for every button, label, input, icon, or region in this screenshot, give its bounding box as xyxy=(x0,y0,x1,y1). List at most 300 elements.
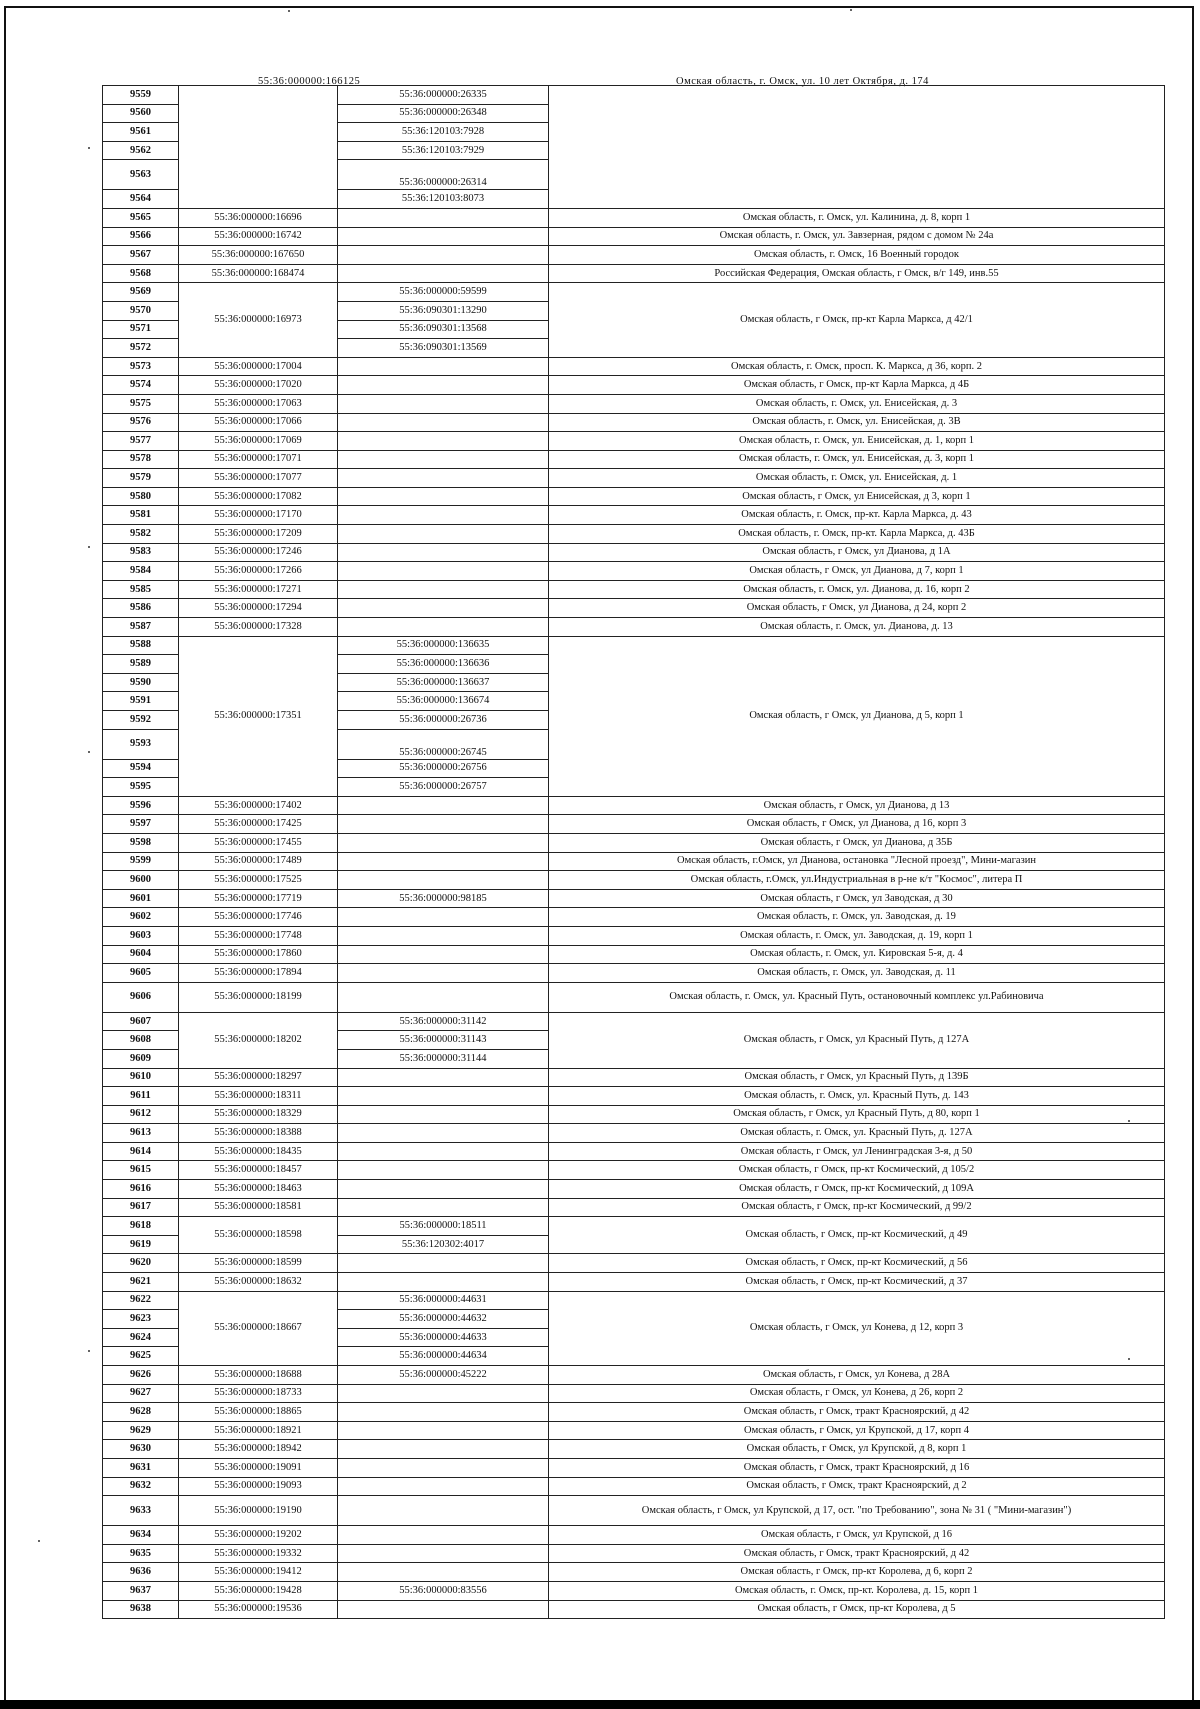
row-number-cell: 9573 xyxy=(103,357,179,376)
address-cell: Омская область, г Омск, ул Крупской, д 17, корп 4 xyxy=(549,1421,1165,1440)
row-number-cell: 9629 xyxy=(103,1421,179,1440)
cut-off-address-text: Омская область, г. Омск, ул. 10 лет Октября, д. 174 xyxy=(676,76,929,87)
row-number-cell: 9577 xyxy=(103,432,179,451)
linked-object-cell: 55:36:000000:31143 xyxy=(338,1031,549,1050)
linked-object-cell xyxy=(338,871,549,890)
table-row xyxy=(103,1477,1165,1496)
cadastral-number-cell: 55:36:000000:17170 xyxy=(179,506,338,525)
cadastral-number-cell: 55:36:000000:17020 xyxy=(179,376,338,395)
table-row xyxy=(103,1421,1165,1440)
linked-object-cell: 55:36:000000:31144 xyxy=(338,1049,549,1068)
table-row xyxy=(103,1198,1165,1217)
linked-object-cell xyxy=(338,982,549,1012)
address-cell: Омская область, г Омск, ул Заводская, д 30 xyxy=(549,889,1165,908)
cadastral-number-cell: 55:36:000000:17294 xyxy=(179,599,338,618)
row-number-cell: 9617 xyxy=(103,1198,179,1217)
row-number-cell: 9568 xyxy=(103,264,179,283)
cadastral-number-cell: 55:36:000000:18667 xyxy=(179,1291,338,1365)
address-cell: Омская область, г Омск, пр-кт Космический, д 99/2 xyxy=(549,1198,1165,1217)
row-number-cell: 9594 xyxy=(103,759,179,778)
address-cell: Омская область, г. Омск, ул. Завзерная, рядом с домом № 24а xyxy=(549,227,1165,246)
row-number-cell: 9600 xyxy=(103,871,179,890)
table-row xyxy=(103,283,1165,302)
linked-object-cell xyxy=(338,1421,549,1440)
linked-object-cell xyxy=(338,469,549,488)
row-number-cell: 9575 xyxy=(103,394,179,413)
linked-object-cell: 55:36:000000:136636 xyxy=(338,655,549,674)
linked-object-cell: 55:36:000000:45222 xyxy=(338,1366,549,1385)
linked-object-cell xyxy=(338,506,549,525)
row-number-cell: 9567 xyxy=(103,246,179,265)
cadastral-number-cell: 55:36:000000:18599 xyxy=(179,1254,338,1273)
cadastral-number-cell: 55:36:000000:18688 xyxy=(179,1366,338,1385)
linked-object-cell xyxy=(338,1403,549,1422)
table-row xyxy=(103,246,1165,265)
table-row xyxy=(103,1012,1165,1031)
table-row xyxy=(103,1563,1165,1582)
row-number-cell: 9609 xyxy=(103,1049,179,1068)
address-cell: Российская Федерация, Омская область, г Омск, в/г 149, инв.55 xyxy=(549,264,1165,283)
cadastral-number-cell: 55:36:000000:18199 xyxy=(179,982,338,1012)
linked-object-cell xyxy=(338,1496,549,1526)
row-number-cell: 9623 xyxy=(103,1310,179,1329)
table-row xyxy=(103,815,1165,834)
address-cell: Омская область, г Омск, пр-кт Космический, д 105/2 xyxy=(549,1161,1165,1180)
table-row xyxy=(103,1458,1165,1477)
table-row xyxy=(103,86,1165,105)
table-row xyxy=(103,982,1165,1012)
address-cell: Омская область, г Омск, ул Крупской, д 16 xyxy=(549,1526,1165,1545)
linked-object-cell xyxy=(338,264,549,283)
table-row xyxy=(103,1366,1165,1385)
cadastral-number-cell: 55:36:000000:19190 xyxy=(179,1496,338,1526)
cadastral-number-cell: 55:36:000000:17455 xyxy=(179,833,338,852)
linked-object-cell: 55:36:000000:59599 xyxy=(338,283,549,302)
table-row xyxy=(103,1254,1165,1273)
row-number-cell: 9570 xyxy=(103,301,179,320)
registry-table-body xyxy=(103,86,1165,1619)
linked-object-cell xyxy=(338,1254,549,1273)
cadastral-number-cell: 55:36:000000:17069 xyxy=(179,432,338,451)
row-number-cell: 9583 xyxy=(103,543,179,562)
linked-object-cell xyxy=(338,796,549,815)
address-cell xyxy=(549,86,1165,209)
address-cell: Омская область, г.Омск, ул.Индустриальная в р-не к/т "Космос", литера П xyxy=(549,871,1165,890)
cadastral-number-cell: 55:36:000000:17004 xyxy=(179,357,338,376)
cadastral-number-cell: 55:36:000000:16696 xyxy=(179,208,338,227)
cadastral-number-cell: 55:36:000000:16973 xyxy=(179,283,338,357)
table-row xyxy=(103,506,1165,525)
scan-speck xyxy=(1128,1358,1130,1360)
address-cell: Омская область, г Омск, ул Дианова, д 1А xyxy=(549,543,1165,562)
cadastral-number-cell: 55:36:000000:18435 xyxy=(179,1142,338,1161)
address-cell: Омская область, г Омск, пр-кт Карла Маркса, д 4Б xyxy=(549,376,1165,395)
address-cell: Омская область, г.Омск, ул Дианова, остановка "Лесной проезд", Мини-магазин xyxy=(549,852,1165,871)
row-number-cell: 9636 xyxy=(103,1563,179,1582)
row-number-cell: 9604 xyxy=(103,945,179,964)
row-number-cell: 9581 xyxy=(103,506,179,525)
row-number-cell: 9593 xyxy=(103,729,179,759)
row-number-cell: 9597 xyxy=(103,815,179,834)
address-cell: Омская область, г. Омск, ул. Енисейская, д. 3, корп 1 xyxy=(549,450,1165,469)
cadastral-number-cell: 55:36:000000:18632 xyxy=(179,1273,338,1292)
table-row xyxy=(103,852,1165,871)
linked-object-cell xyxy=(338,908,549,927)
address-cell: Омская область, г. Омск, ул. Енисейская, д. 3В xyxy=(549,413,1165,432)
address-cell: Омская область, г Омск, тракт Красноярский, д 16 xyxy=(549,1458,1165,1477)
row-number-cell: 9590 xyxy=(103,673,179,692)
table-row xyxy=(103,413,1165,432)
address-cell: Омская область, г. Омск, ул. Заводская, д. 19, корп 1 xyxy=(549,926,1165,945)
cadastral-number-cell: 55:36:000000:19091 xyxy=(179,1458,338,1477)
linked-object-cell: 55:36:000000:26756 xyxy=(338,759,549,778)
table-row xyxy=(103,1273,1165,1292)
cadastral-number-cell: 55:36:000000:18463 xyxy=(179,1180,338,1199)
table-row xyxy=(103,908,1165,927)
row-number-cell: 9602 xyxy=(103,908,179,927)
linked-object-cell xyxy=(338,1161,549,1180)
linked-object-cell: 55:36:120103:7928 xyxy=(338,123,549,142)
row-number-cell: 9562 xyxy=(103,141,179,160)
cadastral-number-cell: 55:36:000000:18388 xyxy=(179,1124,338,1143)
row-number-cell: 9634 xyxy=(103,1526,179,1545)
cadastral-number-cell: 55:36:000000:18297 xyxy=(179,1068,338,1087)
address-cell: Омская область, г. Омск, пр-кт. Карла Маркса, д. 43 xyxy=(549,506,1165,525)
linked-object-cell xyxy=(338,1105,549,1124)
linked-object-cell xyxy=(338,1384,549,1403)
row-number-cell: 9596 xyxy=(103,796,179,815)
row-number-cell: 9619 xyxy=(103,1235,179,1254)
row-number-cell: 9564 xyxy=(103,190,179,209)
row-number-cell: 9579 xyxy=(103,469,179,488)
address-cell: Омская область, г. Омск, ул. Заводская, д. 19 xyxy=(549,908,1165,927)
linked-object-cell xyxy=(338,487,549,506)
cadastral-number-cell: 55:36:000000:18329 xyxy=(179,1105,338,1124)
row-number-cell: 9611 xyxy=(103,1087,179,1106)
row-number-cell: 9591 xyxy=(103,692,179,711)
linked-object-cell xyxy=(338,562,549,581)
address-cell: Омская область, г. Омск, 16 Военный городок xyxy=(549,246,1165,265)
row-number-cell: 9625 xyxy=(103,1347,179,1366)
address-cell: Омская область, г Омск, пр-кт Космический, д 49 xyxy=(549,1217,1165,1254)
address-cell: Омская область, г Омск, ул Крупской, д 8, корп 1 xyxy=(549,1440,1165,1459)
scan-speck xyxy=(850,9,852,11)
linked-object-cell xyxy=(338,815,549,834)
address-cell: Омская область, г Омск, тракт Красноярский, д 42 xyxy=(549,1544,1165,1563)
cadastral-number-cell: 55:36:000000:18311 xyxy=(179,1087,338,1106)
cadastral-number-cell: 55:36:000000:19093 xyxy=(179,1477,338,1496)
cadastral-number-cell: 55:36:000000:17209 xyxy=(179,525,338,544)
linked-object-cell xyxy=(338,543,549,562)
row-number-cell: 9624 xyxy=(103,1328,179,1347)
row-number-cell: 9569 xyxy=(103,283,179,302)
cadastral-number-cell: 55:36:000000:17328 xyxy=(179,618,338,637)
address-cell: Омская область, г. Омск, пр-кт. Королева, д. 15, корп 1 xyxy=(549,1581,1165,1600)
linked-object-cell xyxy=(338,1273,549,1292)
table-row xyxy=(103,1526,1165,1545)
row-number-cell: 9610 xyxy=(103,1068,179,1087)
row-number-cell: 9560 xyxy=(103,104,179,123)
address-cell: Омская область, г Омск, ул Дианова, д 5, корп 1 xyxy=(549,636,1165,796)
cadastral-number-cell: 55:36:000000:17748 xyxy=(179,926,338,945)
address-cell: Омская область, г. Омск, ул. Енисейская, д. 1, корп 1 xyxy=(549,432,1165,451)
table-row xyxy=(103,796,1165,815)
cadastral-number-cell: 55:36:000000:18202 xyxy=(179,1012,338,1068)
cadastral-number-cell: 55:36:000000:17082 xyxy=(179,487,338,506)
table-row xyxy=(103,1384,1165,1403)
cadastral-number-cell: 55:36:000000:19428 xyxy=(179,1581,338,1600)
scan-speck xyxy=(288,10,290,12)
row-number-cell: 9580 xyxy=(103,487,179,506)
scan-speck xyxy=(88,1350,90,1352)
address-cell: Омская область, г Омск, пр-кт Космический, д 37 xyxy=(549,1273,1165,1292)
linked-object-cell: 55:36:000000:44634 xyxy=(338,1347,549,1366)
row-number-cell: 9627 xyxy=(103,1384,179,1403)
table-row xyxy=(103,1180,1165,1199)
cadastral-number-cell: 55:36:000000:17266 xyxy=(179,562,338,581)
address-cell: Омская область, г Омск, ул Дианова, д 13 xyxy=(549,796,1165,815)
linked-object-cell: 55:36:090301:13568 xyxy=(338,320,549,339)
table-row xyxy=(103,1600,1165,1619)
row-number-cell: 9561 xyxy=(103,123,179,142)
linked-object-cell xyxy=(338,1563,549,1582)
row-number-cell: 9622 xyxy=(103,1291,179,1310)
row-number-cell: 9618 xyxy=(103,1217,179,1236)
linked-object-cell: 55:36:000000:44633 xyxy=(338,1328,549,1347)
address-cell: Омская область, г. Омск, пр-кт. Карла Маркса, д. 43Б xyxy=(549,525,1165,544)
table-row xyxy=(103,525,1165,544)
table-row xyxy=(103,964,1165,983)
address-cell: Омская область, г Омск, ул Конева, д 26, корп 2 xyxy=(549,1384,1165,1403)
cadastral-number-cell: 55:36:000000:18942 xyxy=(179,1440,338,1459)
table-row xyxy=(103,208,1165,227)
table-row xyxy=(103,945,1165,964)
linked-object-cell: 55:36:120103:7929 xyxy=(338,141,549,160)
row-number-cell: 9566 xyxy=(103,227,179,246)
row-number-cell: 9633 xyxy=(103,1496,179,1526)
row-number-cell: 9589 xyxy=(103,655,179,674)
cadastral-number-cell xyxy=(179,86,338,209)
scan-speck xyxy=(1128,1120,1130,1122)
row-number-cell: 9638 xyxy=(103,1600,179,1619)
linked-object-cell: 55:36:000000:26335 xyxy=(338,86,549,105)
linked-object-cell: 55:36:000000:136637 xyxy=(338,673,549,692)
row-number-cell: 9620 xyxy=(103,1254,179,1273)
table-row xyxy=(103,264,1165,283)
address-cell: Омская область, г Омск, ул Дианова, д 24, корп 2 xyxy=(549,599,1165,618)
table-row xyxy=(103,487,1165,506)
table-row xyxy=(103,543,1165,562)
linked-object-cell xyxy=(338,580,549,599)
table-row xyxy=(103,1440,1165,1459)
address-cell: Омская область, г Омск, пр-кт Королева, д 6, корп 2 xyxy=(549,1563,1165,1582)
table-row xyxy=(103,1581,1165,1600)
cadastral-number-cell: 55:36:000000:17489 xyxy=(179,852,338,871)
linked-object-cell xyxy=(338,246,549,265)
cadastral-number-cell: 55:36:000000:168474 xyxy=(179,264,338,283)
cadastral-number-cell: 55:36:000000:17525 xyxy=(179,871,338,890)
table-row xyxy=(103,1087,1165,1106)
row-number-cell: 9608 xyxy=(103,1031,179,1050)
cadastral-number-cell: 55:36:000000:16742 xyxy=(179,227,338,246)
cadastral-number-cell: 55:36:000000:17860 xyxy=(179,945,338,964)
row-number-cell: 9571 xyxy=(103,320,179,339)
linked-object-cell xyxy=(338,525,549,544)
linked-object-cell xyxy=(338,1458,549,1477)
row-number-cell: 9612 xyxy=(103,1105,179,1124)
linked-object-cell xyxy=(338,1198,549,1217)
address-cell: Омская область, г Омск, тракт Красноярский, д 42 xyxy=(549,1403,1165,1422)
linked-object-cell xyxy=(338,1526,549,1545)
address-cell: Омская область, г Омск, пр-кт Космический, д 109А xyxy=(549,1180,1165,1199)
linked-object-cell xyxy=(338,1124,549,1143)
cadastral-number-cell: 55:36:000000:18581 xyxy=(179,1198,338,1217)
cadastral-number-cell: 55:36:000000:18921 xyxy=(179,1421,338,1440)
linked-object-cell: 55:36:090301:13290 xyxy=(338,301,549,320)
row-number-cell: 9631 xyxy=(103,1458,179,1477)
cadastral-number-cell: 55:36:000000:17402 xyxy=(179,796,338,815)
row-number-cell: 9584 xyxy=(103,562,179,581)
table-row xyxy=(103,636,1165,655)
scan-bottom-edge xyxy=(0,1700,1200,1709)
table-row xyxy=(103,227,1165,246)
address-cell: Омская область, г Омск, пр-кт Космический, д 56 xyxy=(549,1254,1165,1273)
table-row xyxy=(103,889,1165,908)
cadastral-number-cell: 55:36:000000:17071 xyxy=(179,450,338,469)
table-row xyxy=(103,833,1165,852)
cadastral-number-cell: 55:36:000000:17066 xyxy=(179,413,338,432)
table-row xyxy=(103,1291,1165,1310)
row-number-cell: 9603 xyxy=(103,926,179,945)
row-number-cell: 9616 xyxy=(103,1180,179,1199)
table-row xyxy=(103,1496,1165,1526)
scan-speck xyxy=(88,546,90,548)
address-cell: Омская область, г Омск, пр-кт Королева, д 5 xyxy=(549,1600,1165,1619)
row-number-cell: 9592 xyxy=(103,711,179,730)
address-cell: Омская область, г Омск, ул Дианова, д 35Б xyxy=(549,833,1165,852)
row-number-cell: 9587 xyxy=(103,618,179,637)
linked-object-cell xyxy=(338,357,549,376)
address-cell: Омская область, г Омск, ул Красный Путь, д 127А xyxy=(549,1012,1165,1068)
row-number-cell: 9572 xyxy=(103,339,179,358)
row-number-cell: 9637 xyxy=(103,1581,179,1600)
address-cell: Омская область, г. Омск, ул. Красный Путь, остановочный комплекс ул.Рабиновича xyxy=(549,982,1165,1012)
address-cell: Омская область, г Омск, ул Крупской, д 17, ост. "по Требованию", зона № 31 ( "Мини-магазин") xyxy=(549,1496,1165,1526)
linked-object-cell xyxy=(338,1087,549,1106)
address-cell: Омская область, г. Омск, ул. Дианова, д. 16, корп 2 xyxy=(549,580,1165,599)
cadastral-number-cell: 55:36:000000:17351 xyxy=(179,636,338,796)
row-number-cell: 9588 xyxy=(103,636,179,655)
cadastral-number-cell: 55:36:000000:19412 xyxy=(179,1563,338,1582)
row-number-cell: 9586 xyxy=(103,599,179,618)
cadastral-number-cell: 55:36:000000:17746 xyxy=(179,908,338,927)
linked-object-cell: 55:36:000000:136635 xyxy=(338,636,549,655)
address-cell: Омская область, г Омск, ул Красный Путь, д 139Б xyxy=(549,1068,1165,1087)
linked-object-cell: 55:36:000000:26348 xyxy=(338,104,549,123)
linked-object-cell: 55:36:000000:83556 xyxy=(338,1581,549,1600)
address-cell: Омская область, г Омск, ул Дианова, д 16, корп 3 xyxy=(549,815,1165,834)
table-row xyxy=(103,871,1165,890)
address-cell: Омская область, г Омск, пр-кт Карла Маркса, д 42/1 xyxy=(549,283,1165,357)
table-row xyxy=(103,1068,1165,1087)
scan-speck xyxy=(38,1540,40,1542)
table-row xyxy=(103,580,1165,599)
linked-object-cell xyxy=(338,432,549,451)
row-number-cell: 9632 xyxy=(103,1477,179,1496)
cadastral-number-cell: 55:36:000000:167650 xyxy=(179,246,338,265)
linked-object-cell xyxy=(338,1142,549,1161)
table-row xyxy=(103,1124,1165,1143)
linked-object-cell xyxy=(338,926,549,945)
address-cell: Омская область, г. Омск, ул. Енисейская, д. 1 xyxy=(549,469,1165,488)
address-cell: Омская область, г Омск, ул Дианова, д 7, корп 1 xyxy=(549,562,1165,581)
row-number-cell: 9615 xyxy=(103,1161,179,1180)
table-row xyxy=(103,618,1165,637)
linked-object-cell: 55:36:000000:31142 xyxy=(338,1012,549,1031)
address-cell: Омская область, г Омск, ул Конева, д 12, корп 3 xyxy=(549,1291,1165,1365)
linked-object-cell: 55:36:000000:26745 xyxy=(338,729,549,759)
table-row xyxy=(103,1161,1165,1180)
table-row xyxy=(103,450,1165,469)
address-cell: Омская область, г. Омск, ул. Дианова, д. 13 xyxy=(549,618,1165,637)
linked-object-cell xyxy=(338,964,549,983)
linked-object-cell xyxy=(338,1180,549,1199)
row-number-cell: 9626 xyxy=(103,1366,179,1385)
linked-object-cell xyxy=(338,1544,549,1563)
cadastral-number-cell: 55:36:000000:18865 xyxy=(179,1403,338,1422)
cadastral-number-cell: 55:36:000000:17719 xyxy=(179,889,338,908)
cadastral-number-cell: 55:36:000000:17246 xyxy=(179,543,338,562)
table-row xyxy=(103,1142,1165,1161)
property-registry-table xyxy=(102,85,1165,1619)
address-cell: Омская область, г. Омск, ул. Красный Путь, д. 143 xyxy=(549,1087,1165,1106)
row-number-cell: 9598 xyxy=(103,833,179,852)
table-row xyxy=(103,926,1165,945)
linked-object-cell: 55:36:000000:136674 xyxy=(338,692,549,711)
linked-object-cell xyxy=(338,1068,549,1087)
linked-object-cell: 55:36:000000:18511 xyxy=(338,1217,549,1236)
address-cell: Омская область, г. Омск, просп. К. Маркса, д 36, корп. 2 xyxy=(549,357,1165,376)
row-number-cell: 9578 xyxy=(103,450,179,469)
table-row xyxy=(103,432,1165,451)
table-row xyxy=(103,357,1165,376)
cadastral-number-cell: 55:36:000000:18598 xyxy=(179,1217,338,1254)
row-number-cell: 9614 xyxy=(103,1142,179,1161)
linked-object-cell: 55:36:000000:98185 xyxy=(338,889,549,908)
linked-object-cell: 55:36:120302:4017 xyxy=(338,1235,549,1254)
linked-object-cell: 55:36:120103:8073 xyxy=(338,190,549,209)
linked-object-cell xyxy=(338,599,549,618)
address-cell: Омская область, г Омск, ул Енисейская, д 3, корп 1 xyxy=(549,487,1165,506)
linked-object-cell: 55:36:000000:26736 xyxy=(338,711,549,730)
cadastral-number-cell: 55:36:000000:19536 xyxy=(179,1600,338,1619)
row-number-cell: 9607 xyxy=(103,1012,179,1031)
row-number-cell: 9628 xyxy=(103,1403,179,1422)
address-cell: Омская область, г Омск, ул Конева, д 28А xyxy=(549,1366,1165,1385)
linked-object-cell xyxy=(338,413,549,432)
linked-object-cell: 55:36:000000:26314 xyxy=(338,160,549,190)
cadastral-number-cell: 55:36:000000:17063 xyxy=(179,394,338,413)
table-row xyxy=(103,376,1165,395)
row-number-cell: 9605 xyxy=(103,964,179,983)
row-number-cell: 9574 xyxy=(103,376,179,395)
linked-object-cell xyxy=(338,376,549,395)
table-row xyxy=(103,1403,1165,1422)
cadastral-number-cell: 55:36:000000:17425 xyxy=(179,815,338,834)
address-cell: Омская область, г. Омск, ул. Заводская, д. 11 xyxy=(549,964,1165,983)
cadastral-number-cell: 55:36:000000:17077 xyxy=(179,469,338,488)
row-number-cell: 9599 xyxy=(103,852,179,871)
